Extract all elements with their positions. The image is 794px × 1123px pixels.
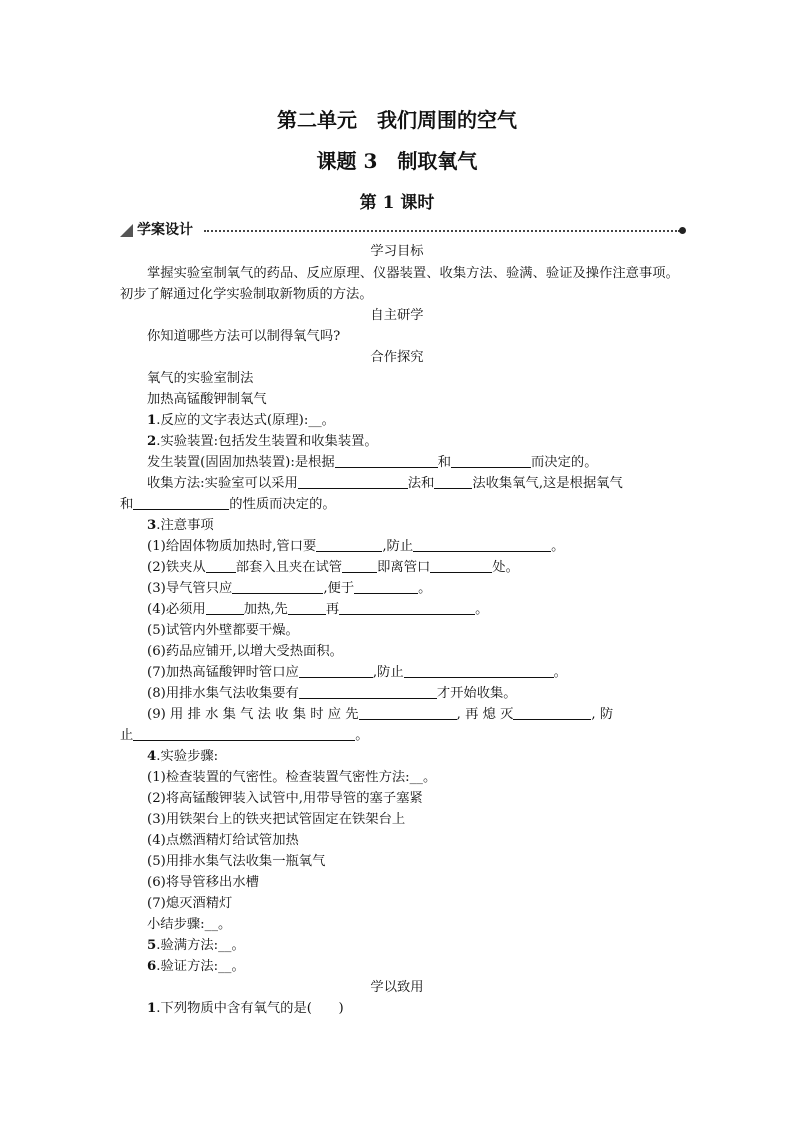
note-2 xyxy=(120,557,686,578)
text-fragment: 。 xyxy=(551,539,565,554)
step-5: (5)用排水集气法收集一瓶氧气 xyxy=(147,854,326,869)
note-8 xyxy=(120,683,686,704)
question-3 xyxy=(120,515,686,536)
goals-paragraph: 掌握实验室制氧气的药品、反应原理、仪器装置、收集方法、验满、验证及操作注意事项。初步了解通过化学实验制取新物质的方法。 xyxy=(120,266,679,302)
answer-blank[interactable] xyxy=(133,495,229,510)
note-5: (5)试管内外壁都要干燥。 xyxy=(147,623,299,638)
answer-blank[interactable] xyxy=(299,663,373,678)
answer-blank[interactable] xyxy=(206,600,244,615)
subhead-apply: 学以致用 xyxy=(370,980,424,995)
answer-blank[interactable] xyxy=(299,684,437,699)
text-fragment: 法收集氧气,这是根据氧气 xyxy=(472,476,623,491)
question-number: 1 xyxy=(147,413,157,428)
note-7 xyxy=(120,662,686,683)
question-text: .验满方法:__。 xyxy=(156,938,245,953)
answer-blank[interactable] xyxy=(133,726,355,741)
answer-blank[interactable] xyxy=(288,600,326,615)
self-study-question: 你知道哪些方法可以制得氧气吗? xyxy=(147,329,341,344)
text-fragment: (2)铁夹从 xyxy=(147,560,206,575)
subhead-self-study: 自主研学 xyxy=(370,308,424,323)
question-2 xyxy=(120,431,686,452)
step-7: (7)熄灭酒精灯 xyxy=(147,896,233,911)
section-label: 学案设计 xyxy=(137,222,193,238)
answer-blank[interactable] xyxy=(206,558,236,573)
topic-title: 课题 3 制取氧气 xyxy=(316,149,478,173)
answer-blank[interactable] xyxy=(404,663,554,678)
text-fragment: , 再 熄 灭 xyxy=(456,707,514,722)
question-text: .注意事项 xyxy=(156,518,214,533)
question-text: .实验步骤: xyxy=(156,749,219,764)
text-fragment: 法和 xyxy=(407,476,435,491)
question-4 xyxy=(120,746,686,767)
question-text: .实验装置:包括发生装置和收集装置。 xyxy=(156,434,378,449)
lab-method: 加热高锰酸钾制氧气 xyxy=(147,392,267,407)
answer-blank[interactable] xyxy=(232,579,323,594)
text-fragment: 发生装置(固固加热装置):是根据 xyxy=(147,455,335,470)
question-number: 5 xyxy=(147,938,157,953)
answer-blank[interactable] xyxy=(298,474,408,489)
question-text: .下列物质中含有氧气的是( ) xyxy=(156,1001,344,1016)
step-1: (1)检查装置的气密性。检查装置气密性方法:__。 xyxy=(147,770,437,785)
answer-blank[interactable] xyxy=(451,453,531,468)
generator-line xyxy=(120,452,686,473)
collection-line xyxy=(120,473,686,494)
step-3: (3)用铁架台上的铁夹把试管固定在铁架台上 xyxy=(147,812,406,827)
text-fragment: (3)导气管只应 xyxy=(147,581,233,596)
step-2: (2)将高锰酸钾装入试管中,用带导管的塞子塞紧 xyxy=(147,791,423,806)
text-fragment: 和 xyxy=(120,497,134,512)
text-fragment: 的性质而决定的。 xyxy=(229,497,336,512)
text-fragment: 即离管口 xyxy=(377,560,431,575)
steps-summary: 小结步骤:__。 xyxy=(147,917,232,932)
period-title: 第 1 课时 xyxy=(359,193,435,213)
text-fragment: 处。 xyxy=(492,560,519,575)
answer-blank[interactable] xyxy=(413,537,551,552)
text-fragment: 加热,先 xyxy=(243,602,288,617)
answer-blank[interactable] xyxy=(339,600,475,615)
question-5 xyxy=(120,935,686,956)
question-text: .反应的文字表达式(原理):__。 xyxy=(156,413,335,428)
question-number: 2 xyxy=(147,434,157,449)
answer-blank[interactable] xyxy=(316,537,382,552)
text-fragment: 。 xyxy=(553,665,567,680)
text-fragment: ,防止 xyxy=(382,539,414,554)
answer-blank[interactable] xyxy=(342,558,377,573)
text-fragment: , 防 xyxy=(591,707,614,722)
text-fragment: 和 xyxy=(437,455,452,470)
text-fragment: 止 xyxy=(120,728,134,743)
note-9 xyxy=(120,704,686,725)
section-header xyxy=(120,221,686,239)
answer-blank[interactable] xyxy=(513,705,591,720)
subhead-goals: 学习目标 xyxy=(370,244,424,259)
note-1 xyxy=(120,536,686,557)
question-6 xyxy=(120,956,686,977)
apply-question-1 xyxy=(120,998,686,1019)
text-fragment: 而决定的。 xyxy=(531,455,598,470)
text-fragment: 。 xyxy=(418,581,432,596)
text-fragment: ,便于 xyxy=(323,581,355,596)
unit-title: 第二单元 我们周围的空气 xyxy=(277,108,517,132)
text-fragment: 才开始收集。 xyxy=(436,686,517,701)
triangle-icon xyxy=(120,224,133,237)
text-fragment: (1)给固体物质加热时,管口要 xyxy=(147,539,317,554)
text-fragment: (8)用排水集气法收集要有 xyxy=(147,686,299,701)
question-number: 3 xyxy=(147,518,157,533)
text-fragment: 。 xyxy=(355,728,369,743)
answer-blank[interactable] xyxy=(335,453,438,468)
question-text: .验证方法:__。 xyxy=(156,959,245,974)
answer-blank[interactable] xyxy=(430,558,492,573)
note-3 xyxy=(120,578,686,599)
dotted-divider xyxy=(204,230,680,232)
text-fragment: 收集方法:实验室可以采用 xyxy=(147,476,298,491)
note-6: (6)药品应铺开,以增大受热面积。 xyxy=(147,644,343,659)
divider-end-dot xyxy=(679,227,686,234)
collection-line-cont xyxy=(120,494,686,515)
text-fragment: (9) 用 排 水 集 气 法 收 集 时 应 先 xyxy=(147,707,359,722)
text-fragment: ,防止 xyxy=(372,665,404,680)
note-9-cont xyxy=(120,725,686,746)
question-number: 4 xyxy=(147,749,157,764)
question-1 xyxy=(120,410,686,431)
step-4: (4)点燃酒精灯给试管加热 xyxy=(147,833,299,848)
question-number: 1 xyxy=(147,1001,157,1016)
text-fragment: (7)加热高锰酸钾时管口应 xyxy=(147,665,299,680)
note-4 xyxy=(120,599,686,620)
text-fragment: 部套入且夹在试管 xyxy=(235,560,343,575)
subhead-cooperate: 合作探究 xyxy=(370,350,424,365)
answer-blank[interactable] xyxy=(434,474,472,489)
question-number: 6 xyxy=(147,959,157,974)
text-fragment: (4)必须用 xyxy=(147,602,206,617)
answer-blank[interactable] xyxy=(359,705,457,720)
text-fragment: 。 xyxy=(475,602,489,617)
text-fragment: 再 xyxy=(325,602,340,617)
step-6: (6)将导管移出水槽 xyxy=(147,875,259,890)
lab-title: 氧气的实验室制法 xyxy=(147,371,254,386)
answer-blank[interactable] xyxy=(354,579,418,594)
